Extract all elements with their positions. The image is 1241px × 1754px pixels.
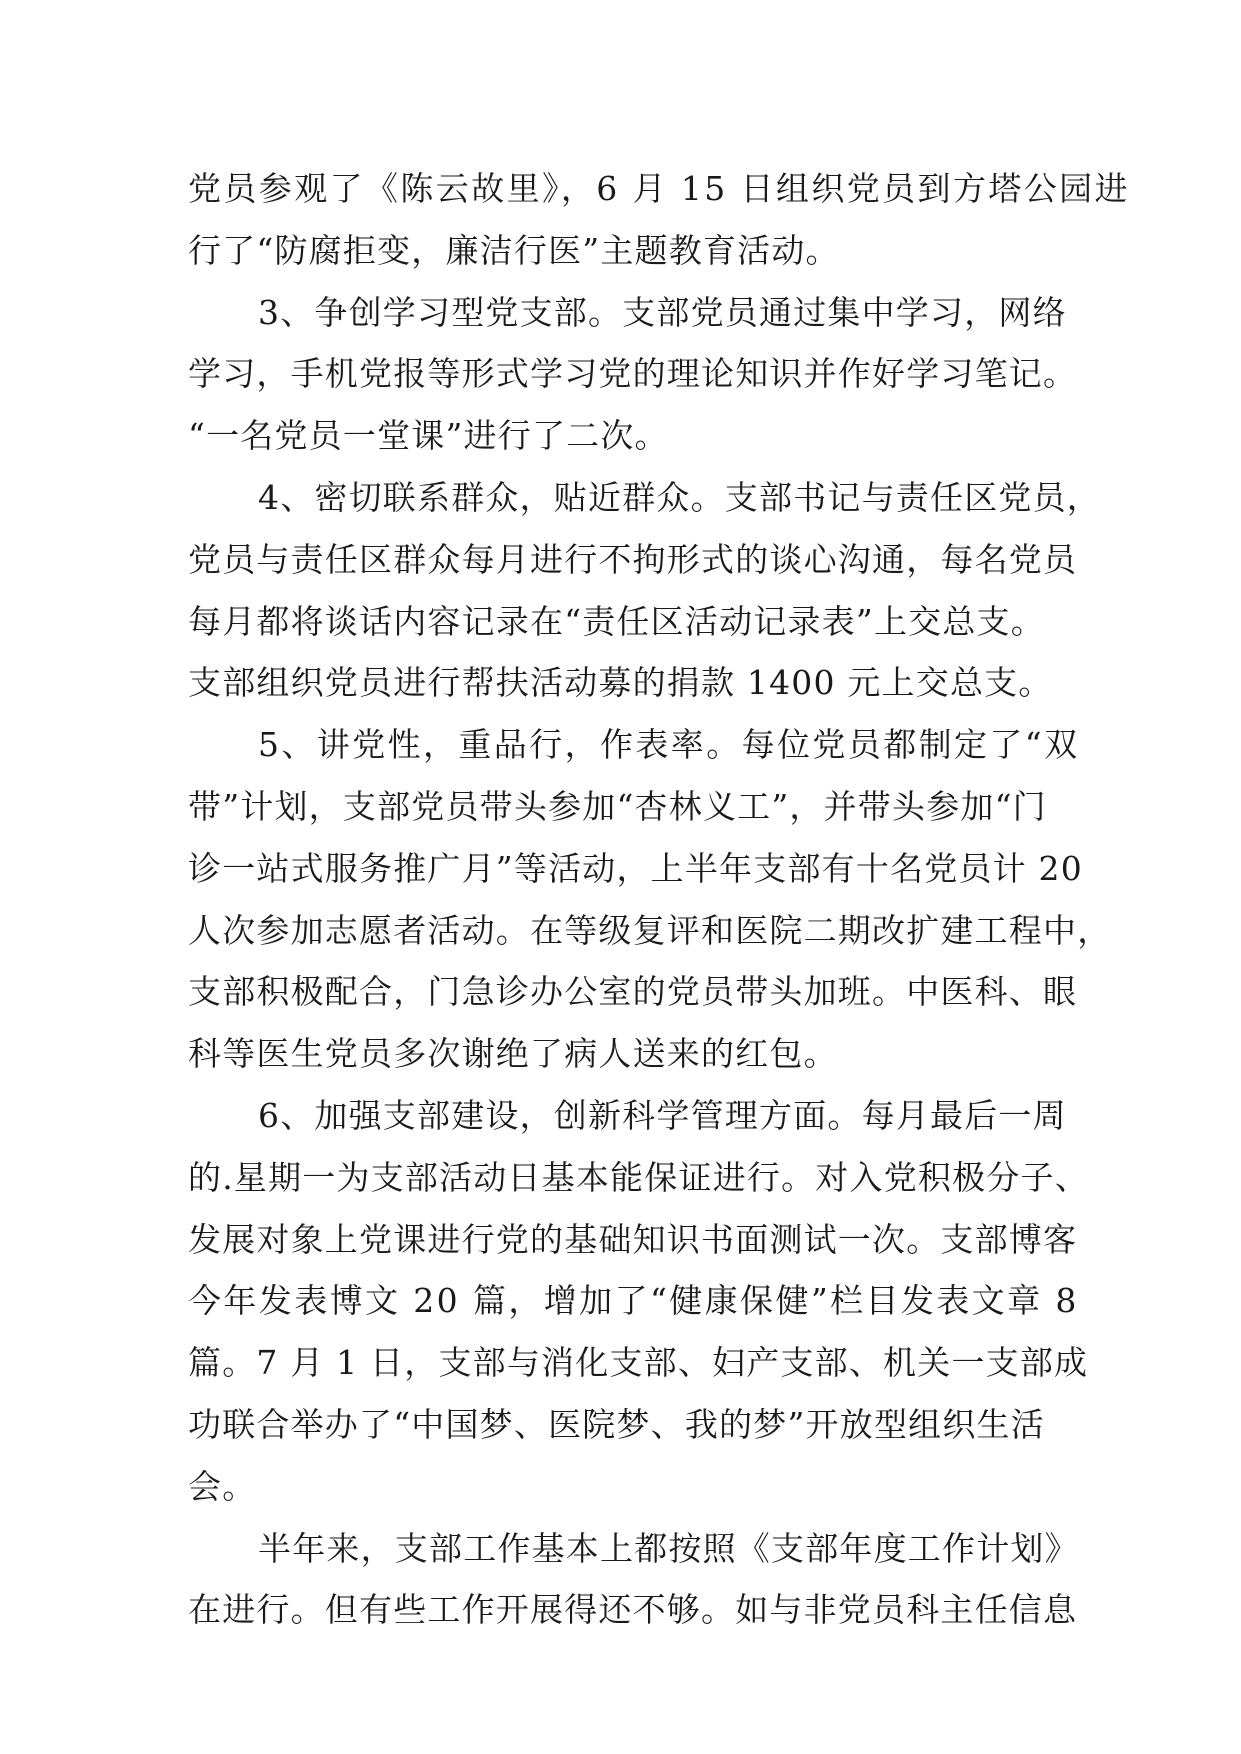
text-line: 每月都将谈话内容记录在“责任区活动记录表”上交总支。	[188, 601, 1045, 641]
paragraph-6-start: 6、加强支部建设，创新科学管理方面。每月最后一周	[258, 1095, 1067, 1135]
text-line: 科等医生党员多次谢绝了病人送来的红包。	[188, 1034, 838, 1074]
text-line: 党员与责任区群众每月进行不拘形式的谈心沟通，每名党员	[188, 539, 1078, 579]
text-line: 人次参加志愿者活动。在等级复评和医院二期改扩建工程中，	[188, 910, 1112, 950]
text-line: “一名党员一堂课”进行了二次。	[188, 416, 669, 456]
text-line: 党员参观了《陈云故里》，6 月 15 日组织党员到方塔公园进	[188, 169, 1130, 208]
body-text	[188, 158, 1130, 1641]
paragraph-summary-start: 半年来，支部工作基本上都按照《支部年度工作计划》	[258, 1528, 1079, 1568]
text-line: 今年发表博文 20 篇，增加了“健康保健”栏目发表文章 8	[188, 1281, 1079, 1321]
paragraph-5-start: 5、讲党性，重品行，作表率。每位党员都制定了“双	[258, 725, 1080, 765]
text-line: 诊一站式服务推广月”等活动，上半年支部有十名党员计 20	[188, 848, 1083, 888]
text-line: 篇。7 月 1 日，支部与消化支部、妇产支部、机关一支部成	[188, 1343, 1089, 1383]
text-line: 支部积极配合，门急诊办公室的党员带头加班。中医科、眼	[188, 972, 1078, 1012]
paragraph-4-start: 4、密切联系群众，贴近群众。支部书记与责任区党员，	[258, 477, 1101, 517]
text-line: 功联合举办了“中国梦、医院梦、我的梦”开放型组织生活	[188, 1404, 1045, 1444]
text-line: 学习，手机党报等形式学习党的理论知识并作好学习笔记。	[188, 354, 1078, 394]
text-line: 在进行。但有些工作开展得还不够。如与非党员科主任信息	[188, 1590, 1078, 1630]
text-line: 带”计划，支部党员带头参加“杏林义工”，并带头参加“门	[188, 786, 1047, 826]
text-line: 发展对象上党课进行党的基础知识书面测试一次。支部博客	[188, 1219, 1078, 1259]
text-line: 会。	[188, 1466, 257, 1506]
text-line: 的.星期一为支部活动日基本能保证进行。对入党积极分子、	[188, 1157, 1089, 1197]
text-line: 行了“防腐拒变，廉洁行医”主题教育活动。	[188, 230, 840, 270]
paragraph-3-start: 3、争创学习型党支部。支部党员通过集中学习，网络	[258, 292, 1067, 332]
text-line: 支部组织党员进行帮扶活动募的捐款 1400 元上交总支。	[188, 663, 1053, 703]
